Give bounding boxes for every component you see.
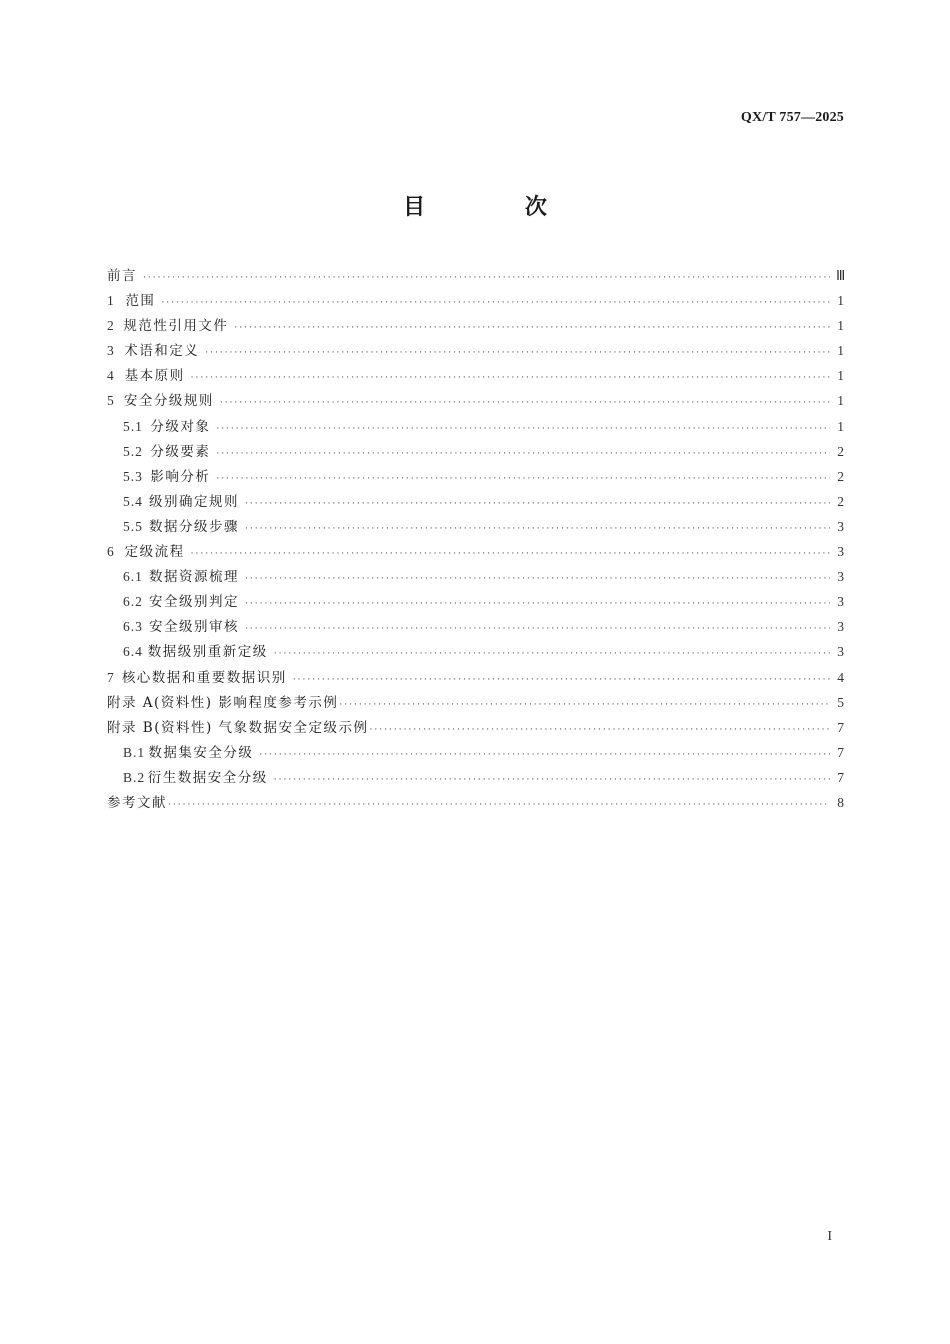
toc-entry[interactable] — [107, 665, 844, 690]
toc-entry-label: 安全级别判定 — [149, 594, 240, 611]
toc-entry-page: 2 — [837, 493, 844, 509]
toc-entry[interactable] — [107, 489, 844, 514]
toc-entry-page: 3 — [837, 569, 844, 585]
toc-entry-page: 3 — [837, 594, 844, 610]
toc-entry-label: 安全分级规则 — [123, 393, 214, 410]
toc-entry-number: 5 — [107, 393, 114, 409]
toc-entry-label: 数据资源梳理 — [149, 569, 240, 586]
toc-dot-leader — [339, 693, 830, 718]
standard-code: QX/T 757—2025 — [740, 110, 844, 125]
toc-entry-number: 5.4 — [123, 493, 143, 509]
toc-entry-label: 安全级别审核 — [149, 619, 240, 636]
toc-entry-label: 基本原则 — [124, 368, 185, 385]
toc-entry-label: 分级对象 — [150, 418, 211, 435]
toc-entry-page: 7 — [837, 719, 844, 735]
toc-entry[interactable] — [107, 589, 844, 614]
toc-entry[interactable] — [107, 740, 844, 765]
toc-entry-page: 3 — [837, 619, 844, 635]
toc-dot-leader — [245, 517, 830, 542]
toc-entry[interactable] — [107, 464, 844, 489]
toc-dot-leader — [245, 492, 830, 517]
toc-entry-number: B.1 — [123, 744, 146, 760]
toc-dot-leader — [143, 266, 830, 291]
toc-entry-page: Ⅲ — [836, 268, 846, 283]
toc-entry-page: 1 — [837, 368, 844, 384]
toc-dot-leader — [191, 542, 830, 567]
toc-entry-page: 3 — [837, 544, 844, 560]
toc-dot-leader — [191, 366, 830, 391]
toc-entry-label: 参考文献 — [107, 794, 167, 811]
toc-dot-leader — [274, 642, 830, 667]
page-number: I — [827, 1229, 832, 1244]
toc-entry-number: 6.2 — [123, 594, 143, 610]
toc-entry-label: 附录 A(资料性) 影响程度参考示例 — [107, 694, 339, 711]
toc-dot-leader — [245, 617, 830, 642]
toc-entry-page: 1 — [837, 318, 844, 334]
toc-entry[interactable] — [107, 790, 844, 815]
toc-entry[interactable] — [107, 439, 844, 464]
toc-entry-number: B.2 — [123, 769, 146, 785]
toc-entry-number: 5.1 — [123, 418, 143, 434]
toc-entry-page: 3 — [837, 518, 844, 534]
toc-dot-leader — [216, 467, 830, 492]
toc-entry-label: 数据级别重新定级 — [147, 644, 268, 661]
toc-entry[interactable] — [107, 414, 844, 439]
toc-entry-number: 6 — [107, 544, 114, 560]
toc-entry[interactable] — [107, 564, 844, 589]
toc-entry[interactable] — [107, 614, 844, 639]
page-title: 目 次 — [403, 195, 593, 220]
toc-entry-page: 1 — [837, 293, 844, 309]
toc-entry-number: 6.1 — [123, 569, 143, 585]
toc-entry[interactable] — [107, 338, 844, 363]
toc-entry-label: 范围 — [125, 293, 156, 310]
toc-entry-number: 6.3 — [123, 619, 143, 635]
toc-entry-number: 5.3 — [123, 468, 143, 484]
toc-entry-page: 4 — [837, 669, 844, 685]
toc-entry[interactable] — [107, 313, 844, 338]
toc-entry[interactable] — [107, 639, 844, 664]
toc-dot-leader — [245, 567, 830, 592]
toc-entry-page: 8 — [837, 794, 844, 810]
toc-entry-number: 6.4 — [123, 644, 143, 660]
toc-dot-leader — [205, 341, 830, 366]
toc-entry-number: 2 — [107, 318, 114, 334]
toc-dot-leader — [168, 793, 830, 818]
toc-entry-page: 5 — [837, 694, 844, 710]
toc-entry[interactable] — [107, 288, 844, 313]
toc-dot-leader — [216, 417, 830, 442]
toc-dot-leader — [293, 668, 830, 693]
table-of-contents — [107, 263, 844, 815]
toc-entry[interactable] — [107, 263, 844, 288]
toc-entry[interactable] — [107, 690, 844, 715]
toc-entry-label: 数据集安全分级 — [148, 744, 254, 761]
toc-entry-number: 5.2 — [123, 443, 143, 459]
toc-entry-label: 术语和定义 — [124, 343, 200, 360]
toc-entry-page: 2 — [837, 468, 844, 484]
toc-entry-number: 1 — [107, 293, 114, 309]
toc-entry-page: 3 — [837, 644, 844, 660]
toc-entry[interactable] — [107, 363, 844, 388]
toc-entry-label: 核心数据和重要数据识别 — [121, 669, 287, 686]
toc-entry-number: 5.5 — [123, 518, 143, 534]
toc-dot-leader — [245, 592, 830, 617]
toc-entry-label: 分级要素 — [150, 443, 211, 460]
toc-entry-page: 7 — [837, 769, 844, 785]
toc-entry-page: 7 — [837, 744, 844, 760]
toc-entry[interactable] — [107, 765, 844, 790]
toc-entry-label: 定级流程 — [124, 544, 185, 561]
toc-entry-number: 3 — [107, 343, 114, 359]
toc-dot-leader — [220, 391, 830, 416]
toc-entry-label: 级别确定规则 — [149, 493, 240, 510]
toc-entry-label: 影响分析 — [150, 468, 211, 485]
toc-entry[interactable] — [107, 715, 844, 740]
toc-entry[interactable] — [107, 514, 844, 539]
toc-dot-leader — [161, 291, 830, 316]
toc-entry-page: 1 — [837, 418, 844, 434]
toc-entry-label: 附录 B(资料性) 气象数据安全定级示例 — [107, 719, 369, 736]
toc-entry-label: 数据分级步骤 — [149, 518, 240, 535]
toc-entry-page: 2 — [837, 443, 844, 459]
toc-entry-number: 7 — [107, 669, 114, 685]
toc-dot-leader — [234, 316, 830, 341]
toc-dot-leader — [274, 768, 830, 793]
toc-entry-page: 1 — [837, 393, 844, 409]
toc-dot-leader — [259, 743, 830, 768]
toc-entry-label: 规范性引用文件 — [123, 318, 229, 335]
toc-dot-leader — [370, 718, 830, 743]
toc-entry[interactable] — [107, 388, 844, 413]
toc-entry[interactable] — [107, 539, 844, 564]
toc-entry-label: 衍生数据安全分级 — [147, 769, 268, 786]
toc-entry-label: 前言 — [107, 268, 137, 284]
toc-entry-number: 4 — [107, 368, 114, 384]
toc-entry-page: 1 — [837, 343, 844, 359]
toc-dot-leader — [216, 442, 830, 467]
